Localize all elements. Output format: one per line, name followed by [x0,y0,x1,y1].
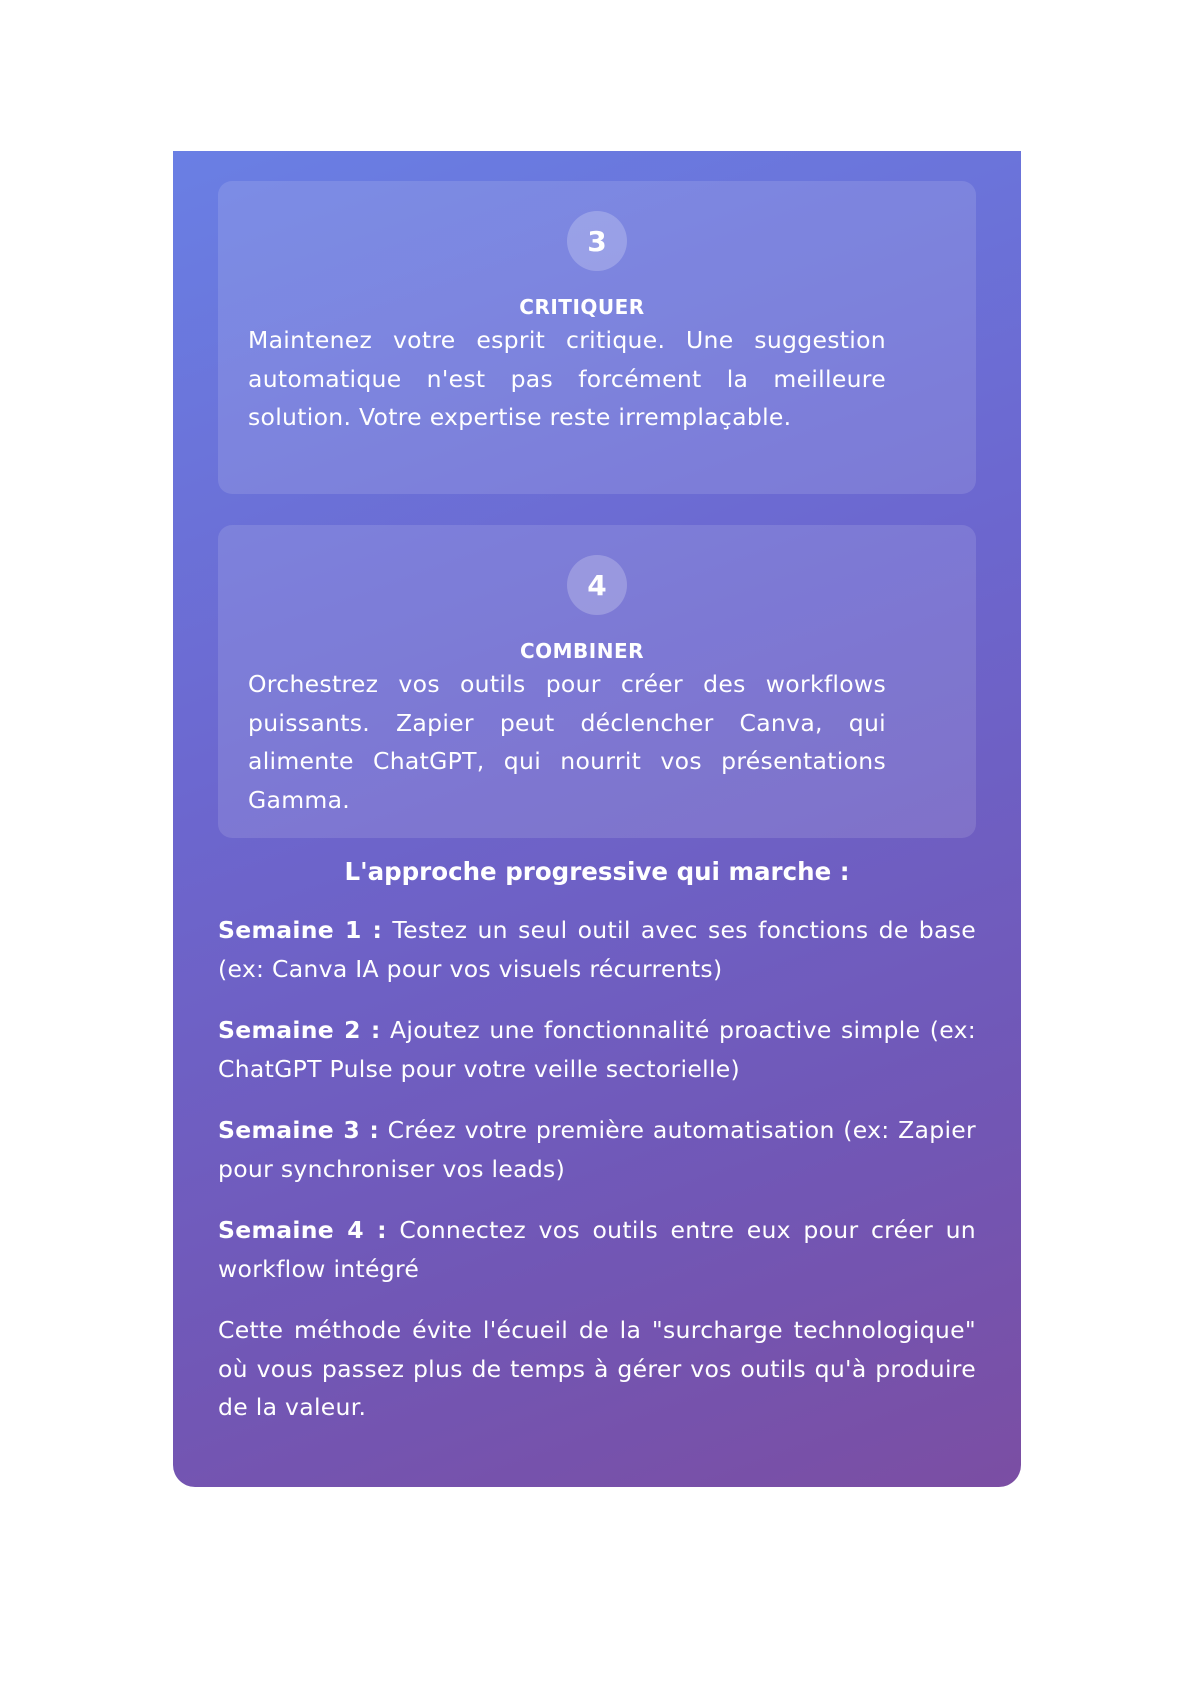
week-step-1 [218,911,976,988]
week-text: Ajoutez une fonctionnalité proactive simple (ex: ChatGPT Pulse pour votre veille sectorielle) [218,1016,977,1083]
step-card-critiquer [218,181,976,494]
week-step-2 [218,1011,976,1088]
week-label: Semaine 3 : [218,1116,380,1144]
approach-heading: L'approche progressive qui marche : [344,857,850,886]
step-card-title: COMBINER [519,639,645,663]
week-text: Créez votre première automatisation (ex: Zapier pour synchroniser vos leads) [218,1116,976,1183]
week-text: Testez un seul outil avec ses fonctions de base (ex: Canva IA pour vos visuels récurrents) [218,916,977,983]
step-number-badge: 4 [567,555,627,615]
step-card-text: Orchestrez vos outils pour créer des workflows puissants. Zapier peut déclencher Canva, qui alimente ChatGPT, qui nourrit vos présentations Gamma. [248,670,886,814]
week-label: Semaine 4 : [218,1216,387,1244]
week-step-3 [218,1111,976,1188]
week-step-4 [218,1211,976,1288]
week-text: Connectez vos outils entre eux pour créer un workflow intégré [218,1216,976,1283]
step-card-combiner [218,525,976,838]
step-number-badge: 3 [567,211,627,271]
step-card-title: CRITIQUER [519,295,645,319]
week-label: Semaine 2 : [218,1016,381,1044]
content-panel [173,151,1021,1487]
week-label: Semaine 1 : [218,916,383,944]
closing-paragraph: Cette méthode évite l'écueil de la "surcharge technologique" où vous passez plus de temps à gérer vos outils qu'à produire de la valeur. [218,1316,976,1421]
step-card-text: Maintenez votre esprit critique. Une suggestion automatique n'est pas forcément la meilleure solution. Votre expertise reste irremplaçable. [248,326,886,431]
